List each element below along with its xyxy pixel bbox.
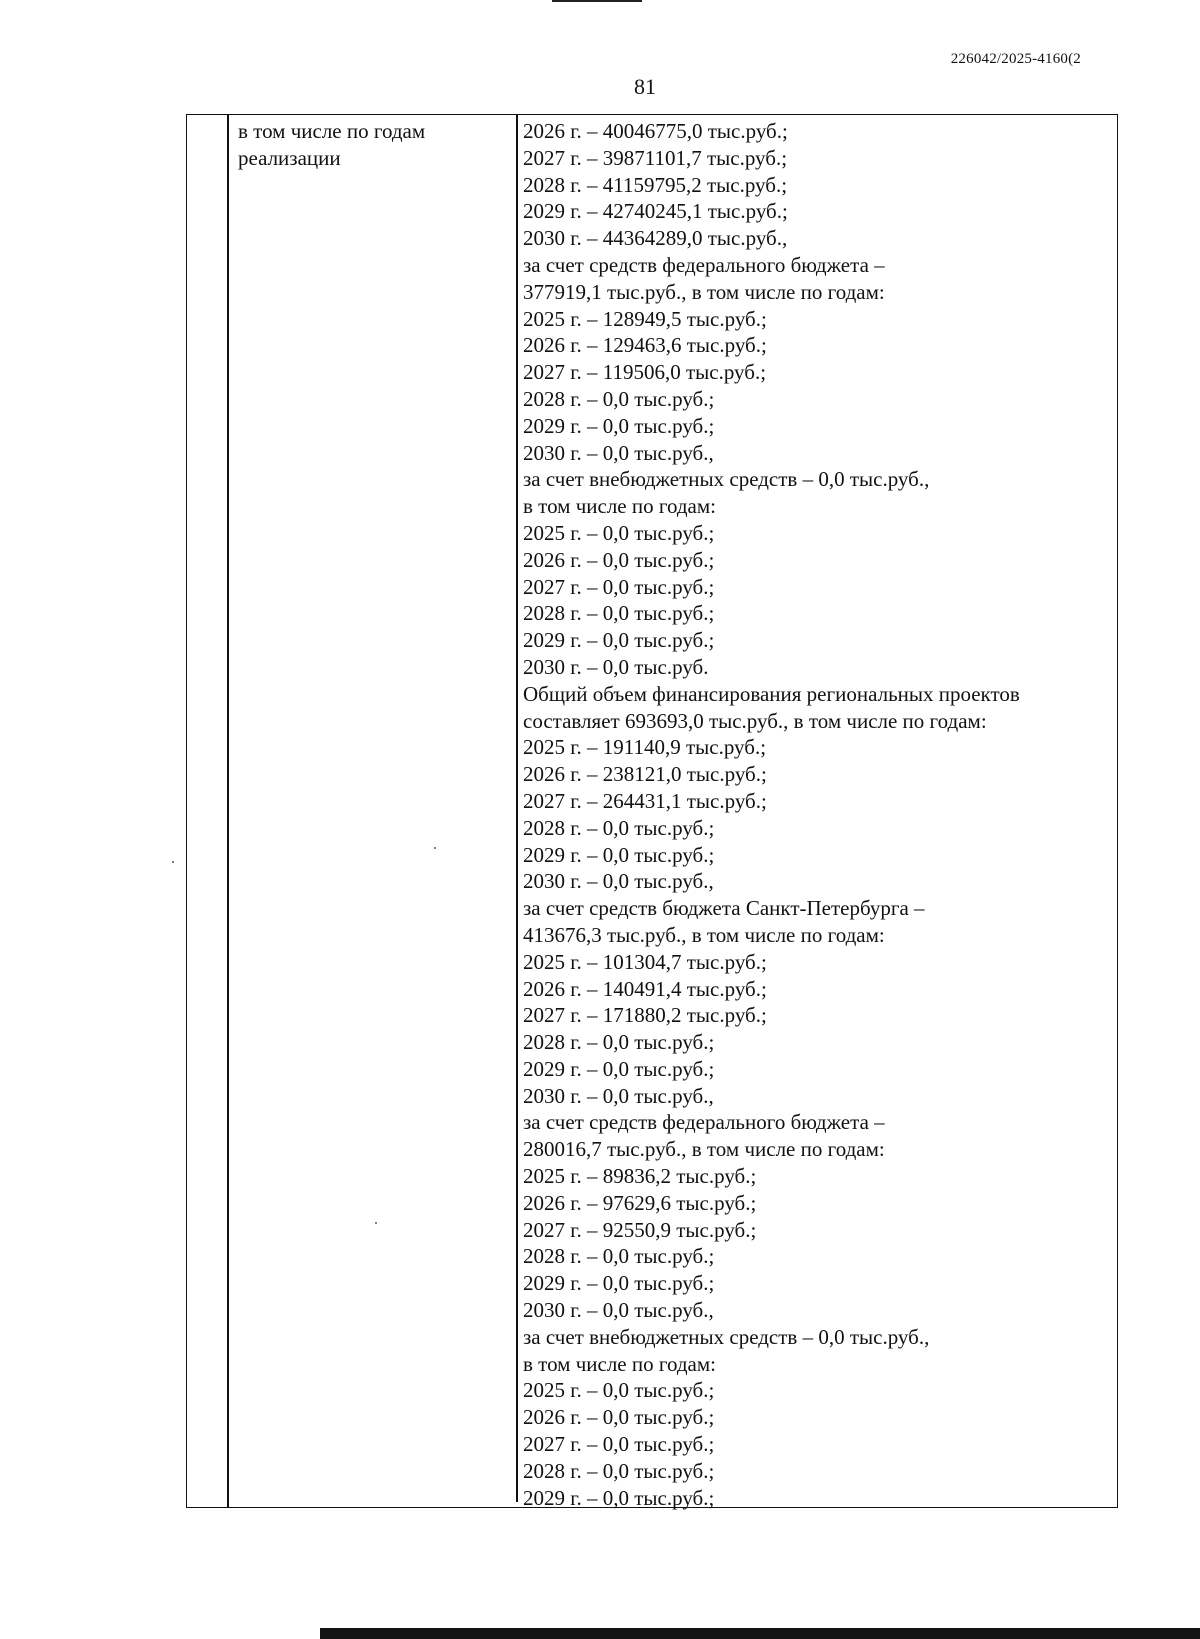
financing-line: 2027 г. – 171880,2 тыс.руб.; bbox=[523, 1003, 767, 1028]
financing-line: 2026 г. – 0,0 тыс.руб.; bbox=[523, 1405, 715, 1430]
financing-line: за счет средств бюджета Санкт-Петербурга – bbox=[523, 896, 925, 921]
scan-speck bbox=[375, 1222, 377, 1224]
financing-line: 2027 г. – 39871101,7 тыс.руб.; bbox=[523, 145, 788, 170]
financing-line: 2027 г. – 264431,1 тыс.руб.; bbox=[523, 788, 767, 813]
financing-line: 2027 г. – 0,0 тыс.руб.; bbox=[523, 574, 715, 599]
financing-line: 2025 г. – 191140,9 тыс.руб.; bbox=[523, 735, 767, 760]
financing-line: 2026 г. – 129463,6 тыс.руб.; bbox=[523, 333, 767, 358]
financing-line: 2025 г. – 101304,7 тыс.руб.; bbox=[523, 949, 767, 974]
financing-line: 2025 г. – 0,0 тыс.руб.; bbox=[523, 1378, 715, 1403]
financing-line: 2029 г. – 42740245,1 тыс.руб.; bbox=[523, 199, 788, 224]
financing-line: 2027 г. – 92550,9 тыс.руб.; bbox=[523, 1217, 757, 1242]
financing-line: 2026 г. – 0,0 тыс.руб.; bbox=[523, 547, 715, 572]
financing-line: 2030 г. – 0,0 тыс.руб., bbox=[523, 1298, 714, 1323]
financing-line: 2030 г. – 0,0 тыс.руб., bbox=[523, 869, 714, 894]
financing-details-cell bbox=[523, 118, 1117, 1511]
financing-line: 2029 г. – 0,0 тыс.руб.; bbox=[523, 628, 715, 653]
row-label-cell bbox=[238, 118, 508, 172]
financing-line: 2027 г. – 0,0 тыс.руб.; bbox=[523, 1432, 715, 1457]
financing-line: 2029 г. – 0,0 тыс.руб.; bbox=[523, 842, 715, 867]
financing-line: 2026 г. – 97629,6 тыс.руб.; bbox=[523, 1190, 757, 1215]
scan-speck bbox=[434, 847, 436, 849]
financing-line: 2029 г. – 0,0 тыс.руб.; bbox=[523, 1485, 715, 1510]
column-divider-2 bbox=[516, 114, 518, 1502]
financing-line: в том числе по годам: bbox=[523, 494, 716, 519]
financing-line: 2027 г. – 119506,0 тыс.руб.; bbox=[523, 360, 767, 385]
financing-line: за счет внебюджетных средств – 0,0 тыс.руб., bbox=[523, 1324, 930, 1349]
financing-line: 2028 г. – 0,0 тыс.руб.; bbox=[523, 1458, 715, 1483]
scan-speck bbox=[172, 861, 174, 863]
financing-line: 2030 г. – 0,0 тыс.руб. bbox=[523, 654, 709, 679]
financing-line: 2025 г. – 89836,2 тыс.руб.; bbox=[523, 1164, 757, 1189]
document-number: 226042/2025-4160(2 bbox=[950, 51, 1081, 67]
financing-line: 2026 г. – 40046775,0 тыс.руб.; bbox=[523, 119, 788, 143]
financing-line: 2025 г. – 0,0 тыс.руб.; bbox=[523, 520, 715, 545]
financing-line: 2030 г. – 44364289,0 тыс.руб., bbox=[523, 226, 788, 251]
financing-line: 2028 г. – 0,0 тыс.руб.; bbox=[523, 386, 715, 411]
row-label-line: в том числе по годам bbox=[238, 119, 426, 143]
financing-line: 413676,3 тыс.руб., в том числе по годам: bbox=[523, 922, 885, 947]
financing-line: 2028 г. – 0,0 тыс.руб.; bbox=[523, 1030, 715, 1055]
financing-line: составляет 693693,0 тыс.руб., в том числе по годам: bbox=[523, 708, 987, 733]
financing-line: 2028 г. – 41159795,2 тыс.руб.; bbox=[523, 172, 788, 197]
financing-line: 377919,1 тыс.руб., в том числе по годам: bbox=[523, 279, 885, 304]
scan-top-mark bbox=[552, 0, 642, 2]
financing-line: за счет средств федерального бюджета – bbox=[523, 252, 885, 277]
scan-bottom-edge bbox=[320, 1628, 1200, 1639]
financing-line: 2026 г. – 238121,0 тыс.руб.; bbox=[523, 762, 767, 787]
page-number: 81 bbox=[634, 74, 656, 99]
financing-line: 2026 г. – 140491,4 тыс.руб.; bbox=[523, 976, 767, 1001]
financing-line: Общий объем финансирования региональных проектов bbox=[523, 681, 1020, 706]
financing-table bbox=[186, 114, 1118, 1508]
financing-line: за счет средств федерального бюджета – bbox=[523, 1110, 885, 1135]
financing-line: 2025 г. – 128949,5 тыс.руб.; bbox=[523, 306, 767, 331]
financing-line: за счет внебюджетных средств – 0,0 тыс.руб., bbox=[523, 467, 930, 492]
financing-line: 2028 г. – 0,0 тыс.руб.; bbox=[523, 815, 715, 840]
financing-line: 2028 г. – 0,0 тыс.руб.; bbox=[523, 1244, 715, 1269]
financing-line: 280016,7 тыс.руб., в том числе по годам: bbox=[523, 1137, 885, 1162]
financing-line: 2029 г. – 0,0 тыс.руб.; bbox=[523, 1056, 715, 1081]
financing-line: 2030 г. – 0,0 тыс.руб., bbox=[523, 440, 714, 465]
financing-line: 2029 г. – 0,0 тыс.руб.; bbox=[523, 1271, 715, 1296]
financing-line: 2030 г. – 0,0 тыс.руб., bbox=[523, 1083, 714, 1108]
financing-line: в том числе по годам: bbox=[523, 1351, 716, 1376]
row-label-line: реализации bbox=[238, 145, 341, 170]
financing-line: 2028 г. – 0,0 тыс.руб.; bbox=[523, 601, 715, 626]
financing-line: 2029 г. – 0,0 тыс.руб.; bbox=[523, 413, 715, 438]
column-divider-1 bbox=[227, 114, 229, 1508]
